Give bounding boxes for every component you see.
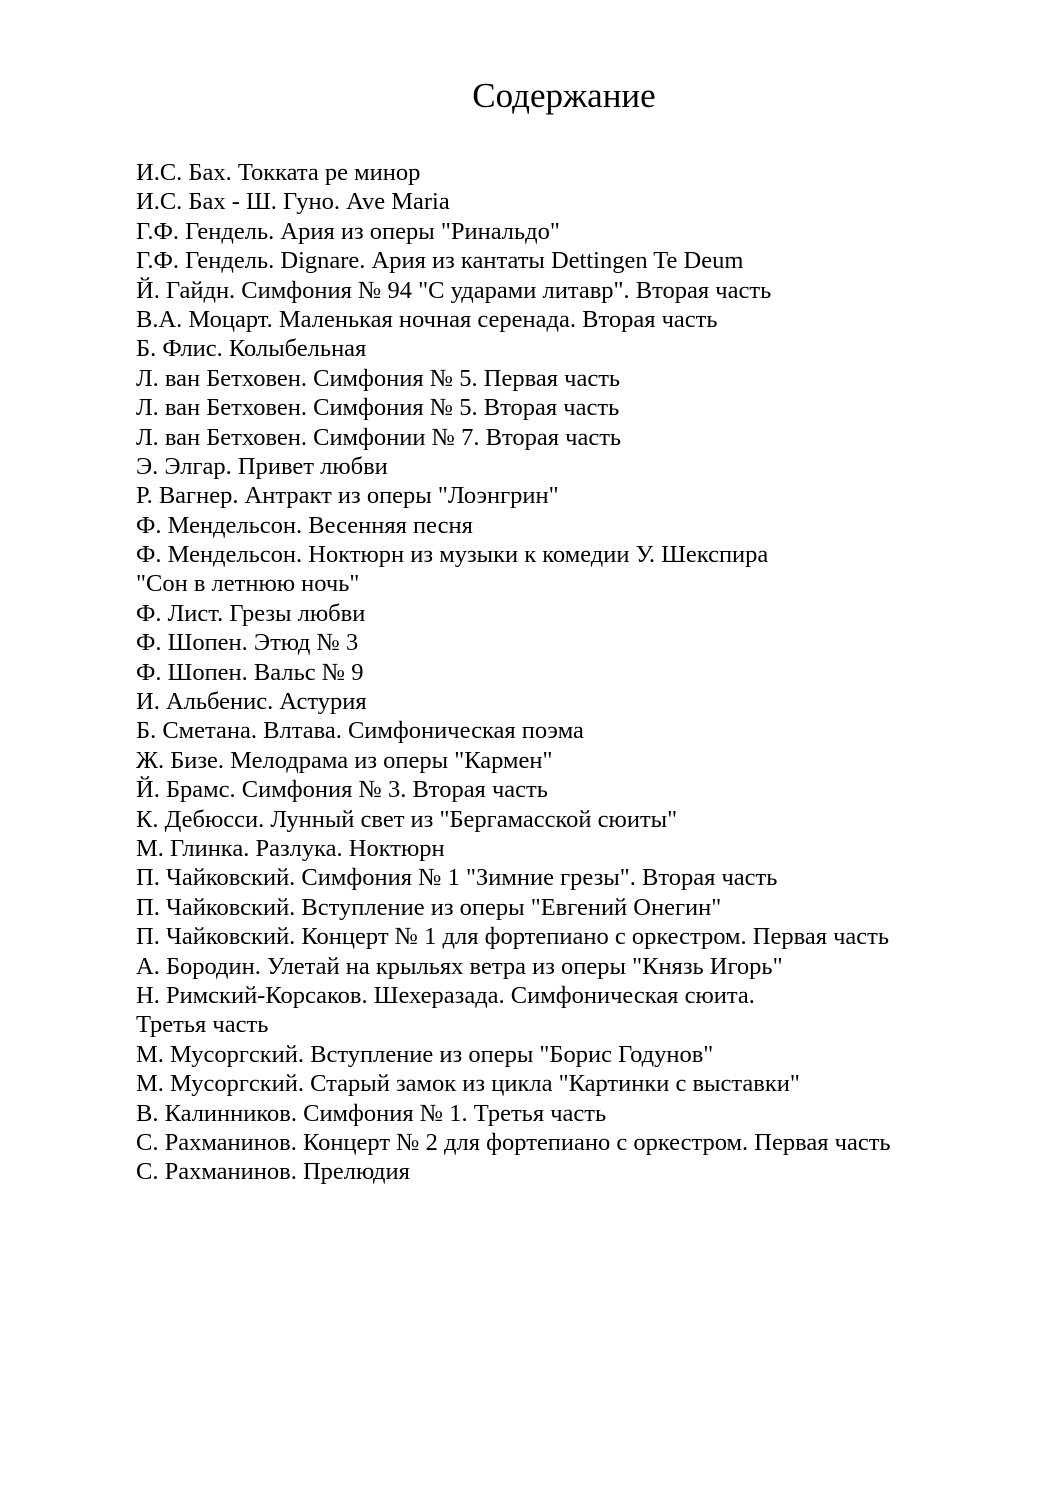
toc-line: Й. Гайдн. Симфония № 94 "С ударами литавр". Вторая часть (136, 276, 772, 304)
toc-line: М. Глинка. Разлука. Ноктюрн (136, 834, 445, 862)
toc-line: П. Чайковский. Вступление из оперы "Евгений Онегин" (136, 893, 722, 921)
toc-line: М. Мусоргский. Старый замок из цикла "Картинки с выставки" (136, 1070, 800, 1098)
toc-line: Л. ван Бетховен. Симфония № 5. Вторая часть (136, 394, 620, 422)
toc-line: И. Альбенис. Астурия (136, 688, 367, 716)
toc-line: Р. Вагнер. Антракт из оперы "Лоэнгрин" (136, 482, 559, 510)
table-of-contents (136, 158, 1016, 1187)
toc-line: Ф. Лист. Грезы любви (136, 599, 366, 627)
toc-line: Ф. Мендельсон. Весенняя песня (136, 511, 473, 539)
toc-line: Э. Элгар. Привет любви (136, 452, 388, 480)
toc-line: С. Рахманинов. Концерт № 2 для фортепиано с оркестром. Первая часть (136, 1128, 891, 1156)
toc-line: Л. ван Бетховен. Симфонии № 7. Вторая часть (136, 423, 622, 451)
toc-line: Третья часть (136, 1011, 269, 1039)
page-title: Содержание (472, 76, 656, 115)
toc-line: Б. Флис. Колыбельная (136, 335, 367, 363)
toc-line: М. Мусоргский. Вступление из оперы "Борис Годунов" (136, 1040, 714, 1068)
toc-line: Н. Римский-Корсаков. Шехеразада. Симфоническая сюита. (136, 981, 755, 1009)
toc-line: Ф. Шопен. Этюд № 3 (136, 629, 359, 657)
toc-line: Ж. Бизе. Мелодрама из оперы "Кармен" (136, 746, 553, 774)
toc-line: В. Калинников. Симфония № 1. Третья часть (136, 1099, 607, 1127)
toc-line: Ф. Мендельсон. Ноктюрн из музыки к комедии У. Шекспира (136, 541, 769, 569)
toc-line: Й. Брамс. Симфония № 3. Вторая часть (136, 776, 548, 804)
toc-line: С. Рахманинов. Прелюдия (136, 1158, 410, 1186)
toc-line: Б. Сметана. Влтава. Симфоническая поэма (136, 717, 584, 745)
toc-line: Л. ван Бетховен. Симфония № 5. Первая часть (136, 364, 621, 392)
toc-line: И.С. Бах. Токката ре минор (136, 159, 421, 186)
toc-line: Г.Ф. Гендель. Ария из оперы "Ринальдо" (136, 217, 560, 245)
toc-line: И.С. Бах - Ш. Гуно. Ave Maria (136, 188, 450, 216)
toc-line: П. Чайковский. Симфония № 1 "Зимние грезы". Вторая часть (136, 864, 778, 892)
toc-line: "Сон в летнюю ночь" (136, 570, 360, 598)
toc-line: А. Бородин. Улетай на крыльях ветра из оперы "Князь Игорь" (136, 952, 783, 980)
toc-line: К. Дебюсси. Лунный свет из "Бергамасской сюиты" (136, 805, 678, 833)
toc-line: Г.Ф. Гендель. Dignare. Ария из кантаты Dettingen Te Deum (136, 247, 744, 275)
toc-line: Ф. Шопен. Вальс № 9 (136, 658, 364, 686)
toc-line: В.А. Моцарт. Маленькая ночная серенада. Вторая часть (136, 305, 718, 333)
toc-line: П. Чайковский. Концерт № 1 для фортепиано с оркестром. Первая часть (136, 923, 890, 951)
